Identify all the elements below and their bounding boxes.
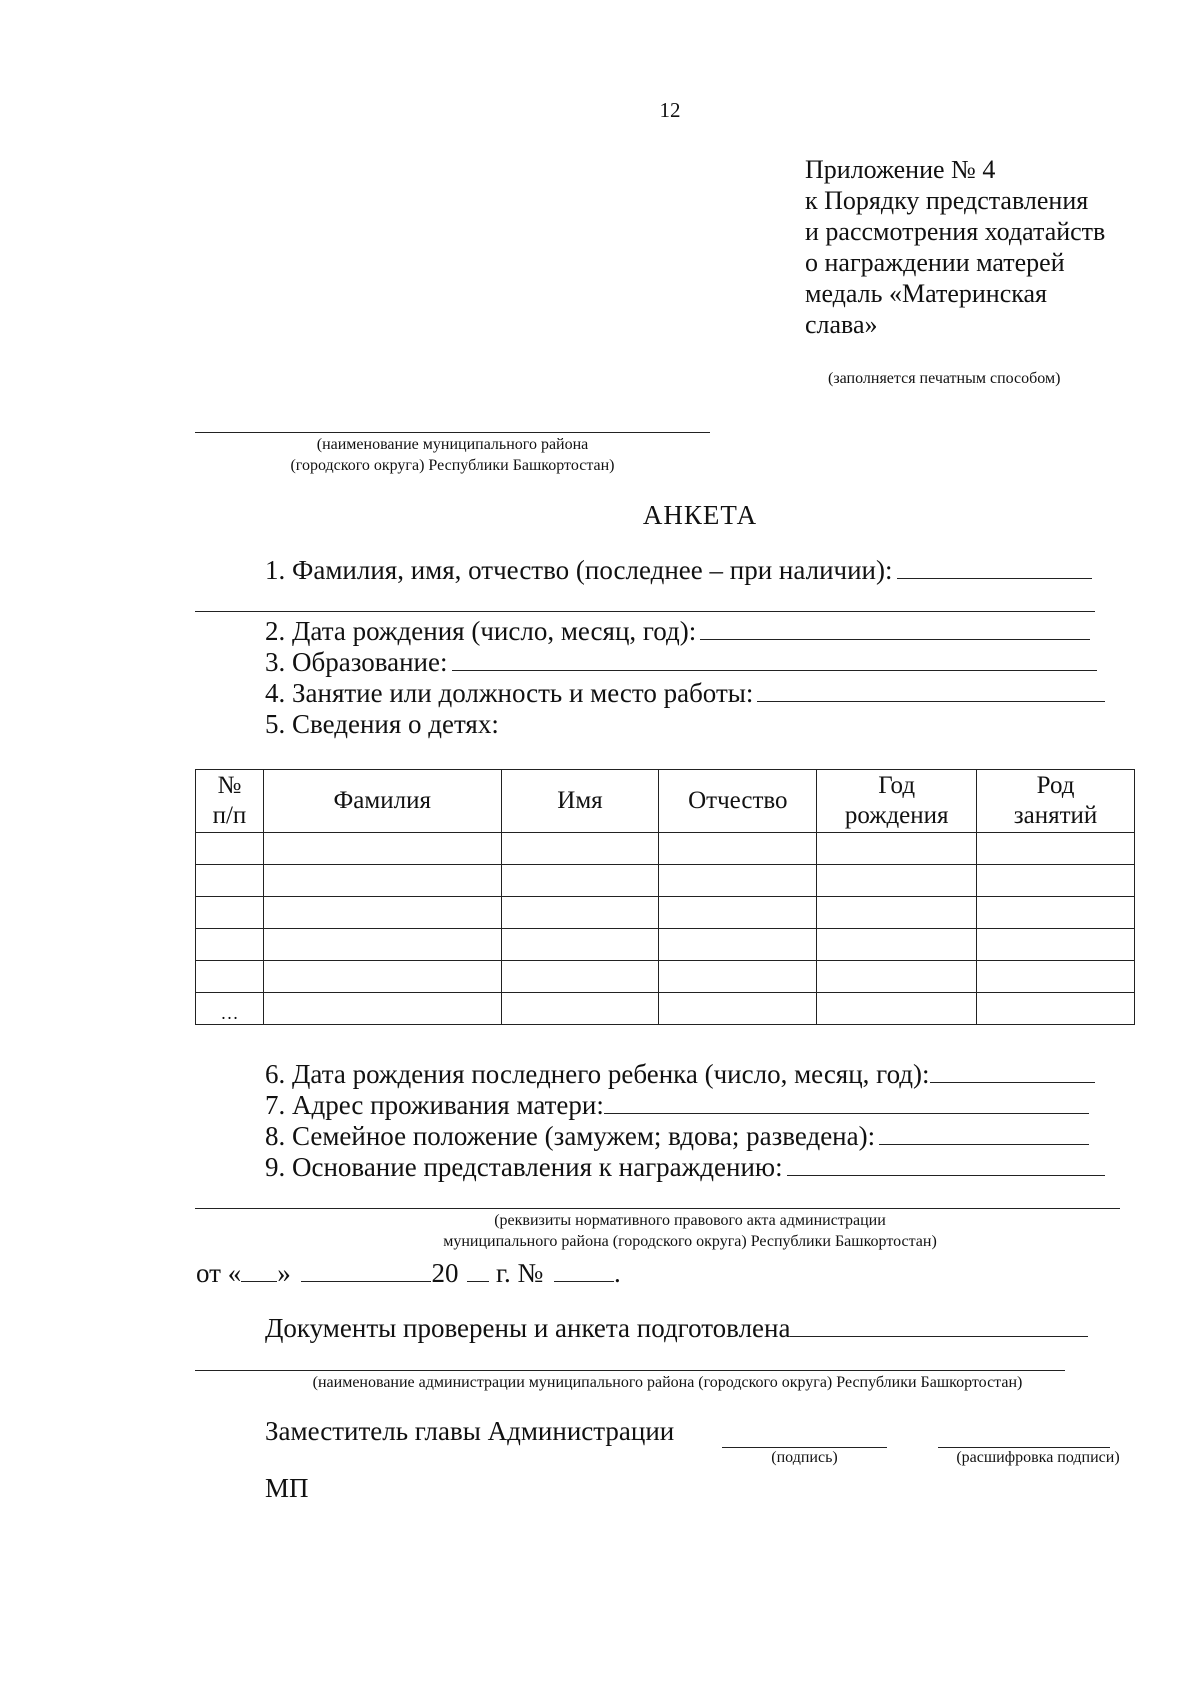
table-cell[interactable] <box>659 833 817 865</box>
table-cell[interactable] <box>501 897 659 929</box>
table-cell[interactable] <box>817 929 977 961</box>
appendix-line: к Порядку представления <box>805 186 1089 215</box>
stamp-place: МП <box>265 1473 309 1503</box>
date-line-end: . <box>614 1258 621 1288</box>
table-cell[interactable] <box>263 833 501 865</box>
table-cell[interactable] <box>263 961 501 993</box>
question-4-label: 4. Занятие или должность и место работы: <box>265 678 754 708</box>
act-caption-line1: (реквизиты нормативного правового акта администрации <box>494 1212 886 1229</box>
appendix-line: медаль «Материнская <box>805 279 1047 308</box>
question-7-field[interactable] <box>604 1091 1089 1114</box>
date-close-quote: » <box>277 1258 291 1288</box>
question-9-field[interactable] <box>787 1153 1105 1176</box>
municipality-caption-line1: (наименование муниципального района <box>316 436 589 453</box>
page-title: АНКЕТА <box>642 500 758 530</box>
table-row <box>196 961 1135 993</box>
table-header-row <box>196 770 1135 833</box>
table-cell[interactable] <box>977 993 1135 1025</box>
deputy-head-position: Заместитель главы Администрации <box>265 1416 675 1446</box>
table-cell[interactable] <box>263 897 501 929</box>
question-6 <box>265 1059 1095 1090</box>
act-number-field[interactable] <box>554 1259 614 1282</box>
question-5-label: 5. Сведения о детях: <box>265 709 499 739</box>
table-cell[interactable] <box>977 961 1135 993</box>
documents-checked-label: Документы проверены и анкета подготовлена <box>265 1313 791 1343</box>
table-cell[interactable] <box>977 929 1135 961</box>
signature-decode-caption: (расшифровка подписи) <box>956 1449 1120 1466</box>
table-cell[interactable] <box>817 833 977 865</box>
date-year-prefix: 20 <box>431 1258 459 1288</box>
table-cell[interactable] <box>659 897 817 929</box>
question-3 <box>265 647 1097 678</box>
table-row <box>196 865 1135 897</box>
documents-checked <box>265 1313 1088 1344</box>
table-cell[interactable] <box>501 993 659 1025</box>
col-occupation-header: Род занятий <box>977 770 1135 833</box>
question-6-label: 6. Дата рождения последнего ребенка (число, месяц, год): <box>265 1059 930 1089</box>
col-birth-year-header: Год рождения <box>817 770 977 833</box>
table-cell[interactable] <box>817 961 977 993</box>
table-cell[interactable] <box>501 865 659 897</box>
signature-caption: (подпись) <box>771 1449 838 1466</box>
admin-blank-line[interactable] <box>195 1370 1065 1371</box>
col-patronymic-header: Отчество <box>659 770 817 833</box>
question-3-field[interactable] <box>452 648 1097 671</box>
appendix-line: о награждении матерей <box>805 248 1065 277</box>
table-cell[interactable] <box>263 865 501 897</box>
documents-checked-field[interactable] <box>790 1314 1088 1337</box>
table-row <box>196 929 1135 961</box>
table-row <box>196 833 1135 865</box>
question-1 <box>265 555 1092 586</box>
question-8-field[interactable] <box>879 1122 1089 1145</box>
col-number-header: № п/п <box>196 770 264 833</box>
question-2 <box>265 616 1090 647</box>
date-day-field[interactable] <box>241 1259 277 1282</box>
fill-note: (заполняется печатным способом) <box>828 370 1061 387</box>
table-cell[interactable] <box>977 833 1135 865</box>
table-cell[interactable] <box>196 961 264 993</box>
act-caption-line2: муниципального района (городского округа) Республики Башкортостан) <box>443 1233 937 1250</box>
question-6-field[interactable] <box>930 1060 1095 1083</box>
table-cell[interactable] <box>196 929 264 961</box>
signature-line[interactable] <box>722 1447 887 1448</box>
table-cell[interactable] <box>659 993 817 1025</box>
col-surname-header: Фамилия <box>263 770 501 833</box>
table-cell[interactable] <box>501 929 659 961</box>
table-cell[interactable] <box>501 961 659 993</box>
table-cell[interactable] <box>196 833 264 865</box>
municipality-caption-line2: (городского округа) Республики Башкортостан) <box>290 457 615 474</box>
table-cell[interactable] <box>977 865 1135 897</box>
question-4-field[interactable] <box>757 679 1105 702</box>
question-4 <box>265 678 1105 709</box>
question-1-field[interactable] <box>897 556 1092 579</box>
table-cell[interactable] <box>817 897 977 929</box>
municipality-blank-line <box>195 432 710 433</box>
signature-decode-line[interactable] <box>938 1447 1110 1448</box>
table-cell[interactable] <box>263 993 501 1025</box>
table-row <box>196 897 1135 929</box>
table-row <box>196 993 1135 1025</box>
table-cell[interactable] <box>659 929 817 961</box>
children-table <box>195 769 1135 1025</box>
act-blank-line[interactable] <box>195 1208 1120 1209</box>
question-3-label: 3. Образование: <box>265 647 448 677</box>
table-cell[interactable] <box>263 929 501 961</box>
question-7-label: 7. Адрес проживания матери: <box>265 1090 604 1120</box>
page-number: 12 <box>659 98 681 122</box>
admin-caption: (наименование администрации муниципального района (городского округа) Республики Башкортостан) <box>312 1374 1023 1391</box>
date-year-field[interactable] <box>467 1259 489 1282</box>
question-1-continuation-line[interactable] <box>195 611 1095 612</box>
table-cell[interactable] <box>977 897 1135 929</box>
appendix-line: Приложение № 4 <box>805 155 996 184</box>
table-cell[interactable] <box>501 833 659 865</box>
table-cell[interactable] <box>817 993 977 1025</box>
table-cell-ellipsis: … <box>196 993 264 1025</box>
appendix-reference <box>805 154 1165 340</box>
question-8-label: 8. Семейное положение (замужем; вдова; разведена): <box>265 1121 876 1151</box>
table-cell[interactable] <box>196 897 264 929</box>
table-cell[interactable] <box>817 865 977 897</box>
question-5 <box>265 709 499 740</box>
question-8 <box>265 1121 1089 1152</box>
question-1-label: 1. Фамилия, имя, отчество (последнее – при наличии): <box>265 555 893 585</box>
date-from-label: от « <box>196 1258 242 1288</box>
table-cell[interactable] <box>659 961 817 993</box>
date-month-field[interactable] <box>301 1259 431 1282</box>
question-9 <box>265 1152 1105 1183</box>
act-date-line <box>196 1258 621 1289</box>
col-name-header: Имя <box>501 770 659 833</box>
table-cell[interactable] <box>659 865 817 897</box>
question-7 <box>265 1090 1089 1121</box>
question-9-label: 9. Основание представления к награждению: <box>265 1152 783 1182</box>
appendix-line: и рассмотрения ходатайств <box>805 217 1106 246</box>
date-number-label: г. № <box>495 1258 544 1288</box>
question-2-field[interactable] <box>700 617 1090 640</box>
table-cell[interactable] <box>196 865 264 897</box>
question-2-label: 2. Дата рождения (число, месяц, год): <box>265 616 697 646</box>
appendix-line: слава» <box>805 310 878 339</box>
